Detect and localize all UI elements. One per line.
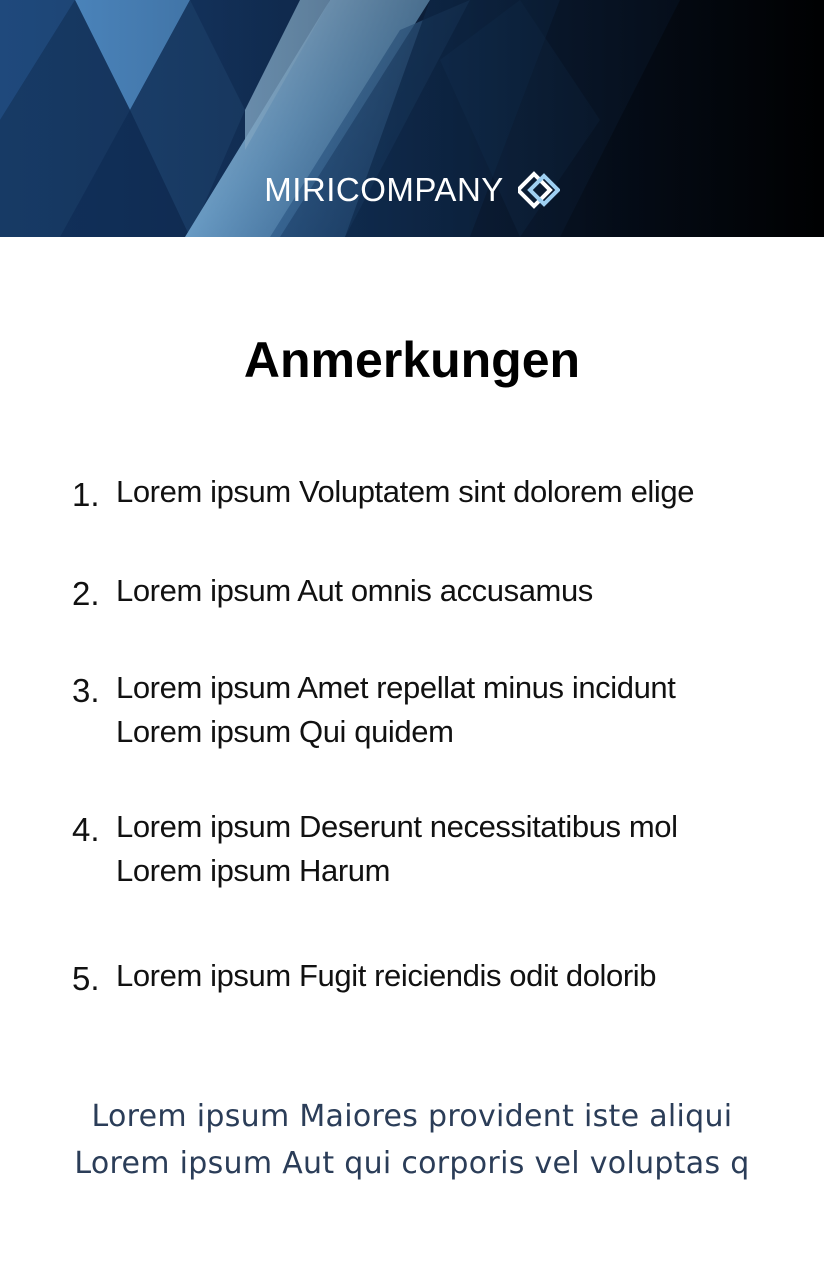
page-title: Anmerkungen [243, 332, 581, 388]
note-item [72, 954, 656, 1001]
note-number: 2. [72, 575, 100, 612]
footer-line-1: Lorem ipsum Maiores provident iste aliqui [91, 1099, 733, 1134]
double-diamond-logo-icon [518, 170, 560, 210]
footer-text [0, 1093, 824, 1187]
note-text: Lorem ipsum Fugit reiciendis odit dolorib [116, 958, 657, 993]
note-item [72, 569, 593, 616]
note-text: Lorem ipsum Amet repellat minus incidunt Lorem ipsum Qui quidem [116, 670, 676, 749]
footer-line-2: Lorem ipsum Aut qui corporis vel voluptas q [74, 1146, 750, 1181]
brand-name: MIRICOMPANY [264, 171, 504, 208]
note-number: 1. [72, 476, 100, 513]
note-number: 5. [72, 960, 100, 997]
note-text: Lorem ipsum Deserunt necessitatibus mol Lorem ipsum Harum [116, 809, 678, 888]
note-item [72, 470, 694, 517]
note-item [72, 666, 675, 754]
note-number: 4. [72, 811, 100, 848]
note-text: Lorem ipsum Aut omnis accusamus [116, 573, 593, 608]
note-text: Lorem ipsum Voluptatem sint dolorem elige [116, 474, 695, 509]
brand [0, 170, 824, 210]
note-item [72, 805, 678, 893]
note-number: 3. [72, 672, 100, 709]
header-banner [0, 0, 824, 237]
